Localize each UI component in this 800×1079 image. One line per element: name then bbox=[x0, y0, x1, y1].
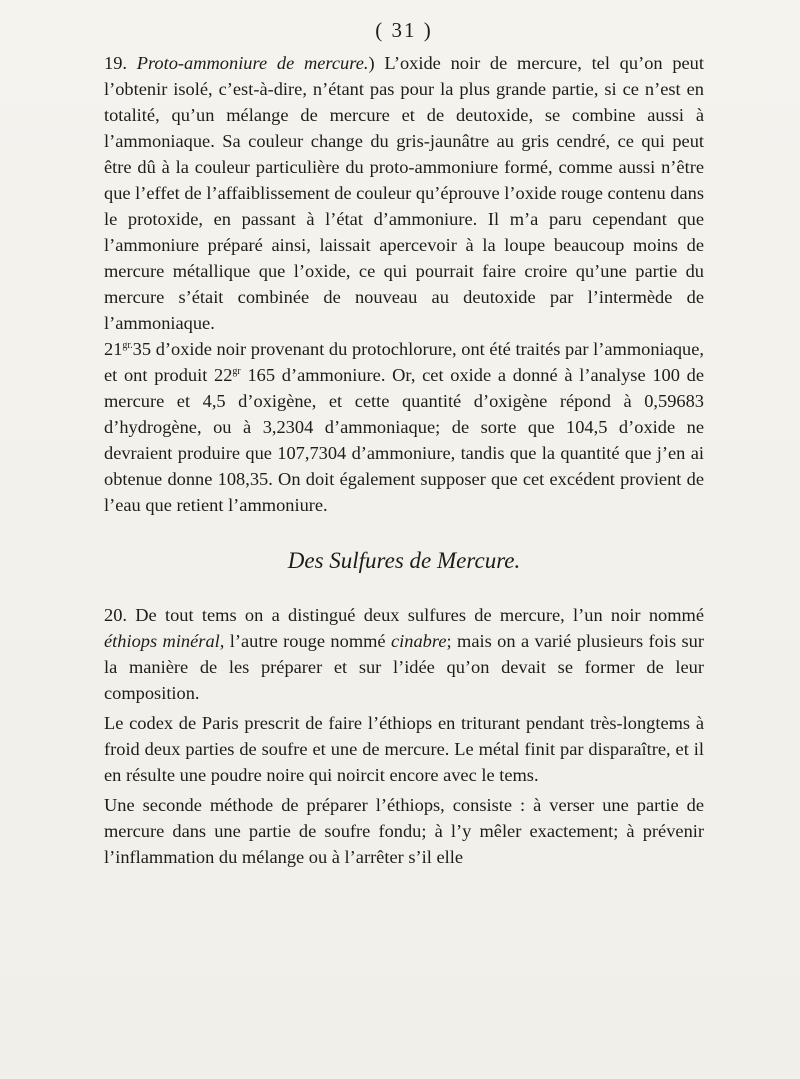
unit-sup-a: gr. bbox=[122, 339, 133, 351]
italic-title: Proto-ammoniure de mercure. bbox=[136, 53, 369, 73]
paragraph-codex: Le codex de Paris prescrit de faire l’éthiops en triturant pendant très-longtems à froid deux parties de soufre et une de mercure. Le métal finit par disparaître, et il en résulte une poudre noire qui noircit encore avec le tems. bbox=[104, 713, 704, 785]
paragraph-text-a: 21 bbox=[104, 339, 123, 359]
section-heading: Des Sulfures de Mercure. bbox=[287, 548, 521, 573]
paragraph-sulfures bbox=[104, 602, 704, 706]
paragraph-text-b: l’autre rouge nommé bbox=[224, 631, 392, 651]
paragraph-text-a: 20. De tout tems on a distingué deux sulfures de mercure, l’un noir nommé bbox=[104, 605, 704, 625]
italic-cinabre: cinabre bbox=[391, 631, 447, 651]
paragraph-number: 19. bbox=[104, 53, 137, 73]
paragraph-methode: Une seconde méthode de préparer l’éthiops, consiste : à verser une partie de mercure dans une partie de soufre fondu; à l’y mêler exactement; à prévenir l’inflammation du mélange ou à l’arrêter s’il elle bbox=[104, 795, 704, 867]
italic-ethiops: éthiops minéral, bbox=[104, 631, 225, 651]
body-text bbox=[104, 50, 704, 870]
paragraph-text-b: 35 d’oxide noir provenant du protochlorure, ont été traités par l’ammoniaque, et ont produit 22 bbox=[104, 339, 704, 385]
paragraph-experiment bbox=[104, 336, 704, 518]
paragraph-text-c: 165 d’ammoniure. Or, cet oxide a donné à l’analyse 100 de mercure et 4,5 d’oxigène, et cette quantité d’oxigène répond à 0,59683 d’hydrogène, ou à 3,2304 d’ammoniaque; de sorte que 104,5 d’oxide ne devraient produire que 107,7304 d’ammoniure, tandis que la quantité que j’en ai obtenue donne 108,35. On doit également supposer que cet excédent provient de l’eau que retient l’ammoniure. bbox=[104, 365, 704, 515]
paragraph-text-c: ; mais on a varié plusieurs fois sur la manière de les préparer et sur l’idée qu’on devait se former de leur composition. bbox=[104, 631, 704, 703]
paragraph-text: ) L’oxide noir de mercure, tel qu’on peut l’obtenir isolé, c’est-à-dire, n’étant pas pour la plus grande partie, si ce n’est en totalité, qu’un mélange de mercure et de deutoxide, se combine aussi à l’ammoniaque. Sa couleur change du gris-jaunâtre au gris cendré, ce qui peut être dû à la couleur particulière du proto-ammoniure formé, comme aussi n’être que l’effet de l’affaiblissement de couleur qu’éprouve l’oxide rouge contenu dans le protoxide, en passant à l’état d’ammoniure. Il m’a paru cependant que l’ammoniure préparé ainsi, laissait apercevoir à la loupe beaucoup moins de mercure métallique que l’oxide, ce qui pourrait faire croire qu’une partie du mercure s’était combinée de nouveau au deutoxide par l’intermède de l’ammoniaque. bbox=[104, 53, 704, 333]
unit-sup-b: gr bbox=[232, 365, 241, 377]
page-number: ( 31 ) bbox=[375, 18, 433, 42]
paragraph-proto-ammoniure bbox=[104, 50, 704, 336]
